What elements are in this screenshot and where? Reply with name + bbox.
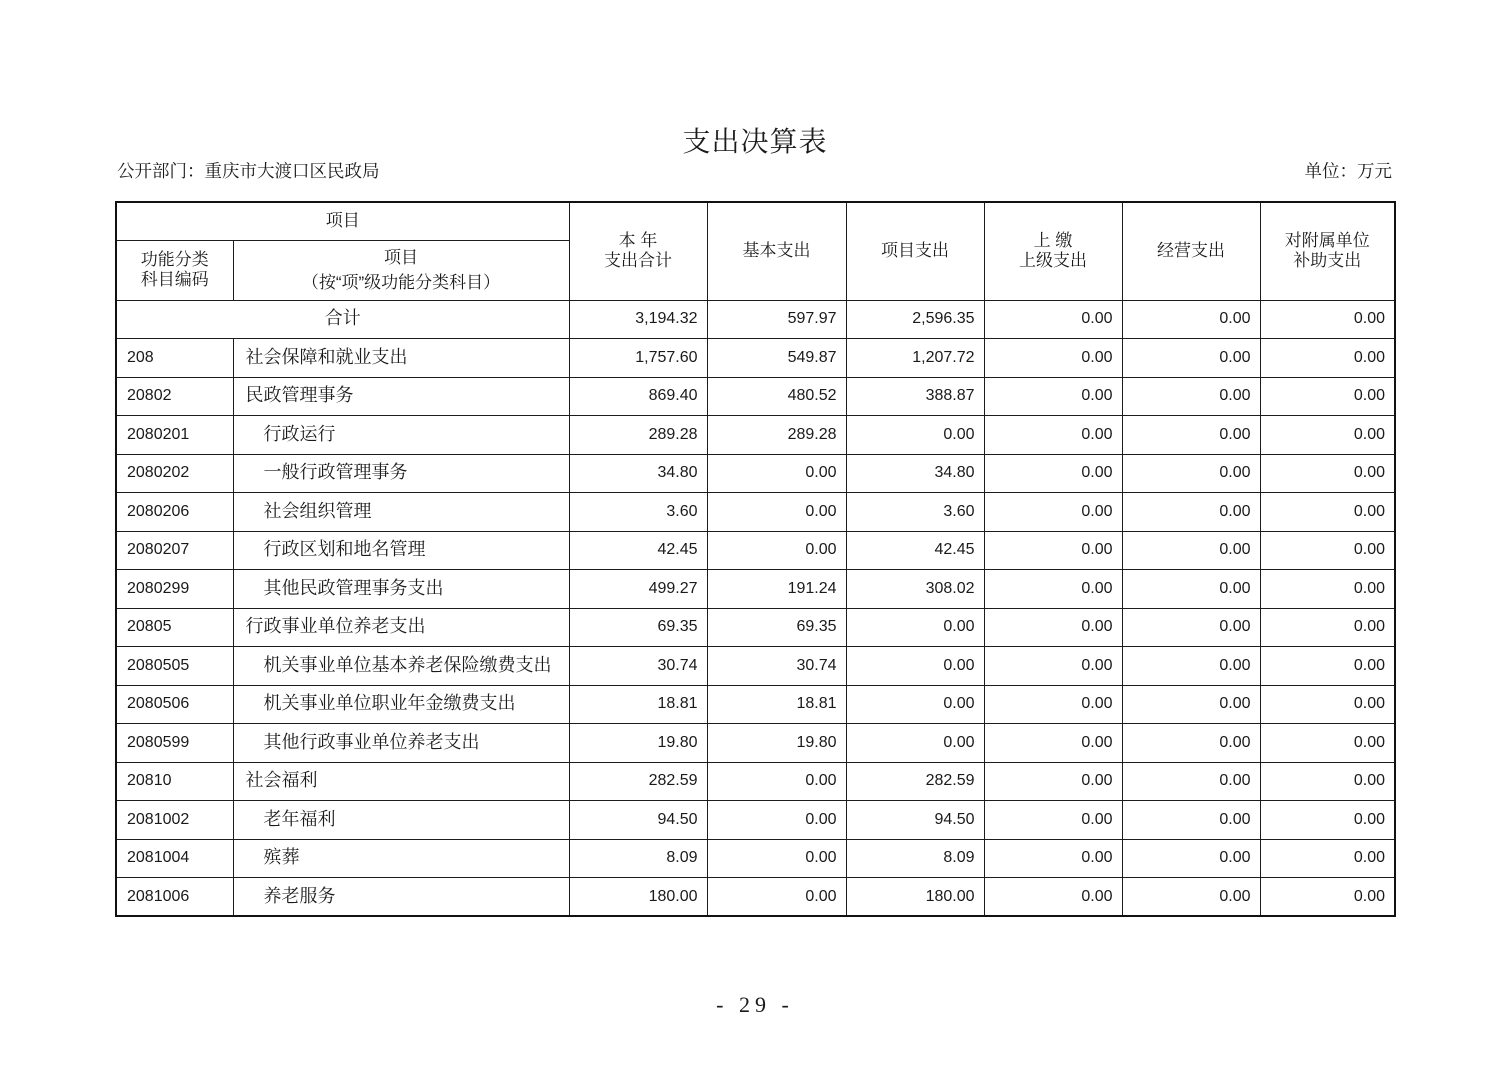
project-expenditure-cell: 0.00 (846, 608, 984, 647)
header-line: 对附属单位 (1284, 231, 1370, 251)
unit-label: 单位：万元 (1304, 162, 1392, 182)
subject-name-cell: 机关事业单位职业年金缴费支出 (233, 685, 569, 724)
total-expenditure-cell: 30.74 (569, 647, 707, 686)
subject-name-cell: 行政区划和地名管理 (233, 531, 569, 570)
header-subject-code (116, 240, 233, 300)
header-affiliated-subsidy (1260, 202, 1395, 300)
remit-upper-cell: 0.00 (984, 762, 1122, 801)
project-expenditure-cell: 94.50 (846, 801, 984, 840)
subject-code-cell: 2080206 (116, 493, 233, 532)
project-expenditure-cell: 3.60 (846, 493, 984, 532)
header-total-expenditure (569, 202, 707, 300)
project-expenditure-cell: 8.09 (846, 839, 984, 878)
project-expenditure-cell: 1,207.72 (846, 339, 984, 378)
basic-expenditure-cell: 0.00 (707, 762, 846, 801)
basic-expenditure-cell: 69.35 (707, 608, 846, 647)
affiliated-subsidy-cell: 0.00 (1260, 454, 1395, 493)
affiliated-subsidy-cell: 0.00 (1260, 570, 1395, 609)
basic-expenditure-cell: 0.00 (707, 878, 846, 917)
subject-code-cell: 2080207 (116, 531, 233, 570)
expenditure-table (115, 201, 1396, 917)
project-expenditure-cell: 388.87 (846, 377, 984, 416)
subject-code-cell: 2081004 (116, 839, 233, 878)
remit-upper-cell: 0.00 (984, 839, 1122, 878)
total-expenditure-cell: 1,757.60 (569, 339, 707, 378)
header-line: 项目 (384, 248, 418, 267)
subject-name-cell: 老年福利 (233, 801, 569, 840)
project-expenditure-cell: 34.80 (846, 454, 984, 493)
header-line: 功能分类 (140, 250, 209, 269)
basic-expenditure-cell: 191.24 (707, 570, 846, 609)
table-row (116, 647, 1395, 686)
operating-expenditure-cell: 0.00 (1122, 647, 1260, 686)
subject-code-cell: 20802 (116, 377, 233, 416)
subject-name-cell: 殡葬 (233, 839, 569, 878)
affiliated-subsidy-cell: 0.00 (1260, 493, 1395, 532)
table-row (116, 685, 1395, 724)
total-expenditure-cell: 19.80 (569, 724, 707, 763)
header-line: 基本支出 (742, 241, 811, 261)
subject-name-cell: 行政运行 (233, 416, 569, 455)
basic-expenditure-cell: 480.52 (707, 377, 846, 416)
basic-expenditure-cell: 30.74 (707, 647, 846, 686)
remit-upper-cell: 0.00 (984, 377, 1122, 416)
operating-expenditure-cell: 0.00 (1122, 878, 1260, 917)
remit-upper-cell: 0.00 (984, 685, 1122, 724)
remit-upper-cell: 0.00 (984, 801, 1122, 840)
header-project-group: 项目 (116, 202, 569, 240)
header-project-expenditure (846, 202, 984, 300)
remit-upper-cell: 0.00 (984, 416, 1122, 455)
subject-name-cell: 机关事业单位基本养老保险缴费支出 (233, 647, 569, 686)
project-expenditure-cell: 42.45 (846, 531, 984, 570)
subject-name-cell: 其他民政管理事务支出 (233, 570, 569, 609)
basic-expenditure-cell: 0.00 (707, 531, 846, 570)
total-label: 合计 (116, 300, 569, 339)
total-expenditure-cell: 869.40 (569, 377, 707, 416)
subject-code-cell: 2080599 (116, 724, 233, 763)
table-row (116, 801, 1395, 840)
basic-expenditure-cell: 289.28 (707, 416, 846, 455)
header-basic-expenditure (707, 202, 846, 300)
header-operating-expenditure (1122, 202, 1260, 300)
remit-upper-cell: 0.00 (984, 454, 1122, 493)
subject-name-cell: 行政事业单位养老支出 (233, 608, 569, 647)
operating-expenditure-cell: 0.00 (1122, 493, 1260, 532)
operating-expenditure-cell: 0.00 (1122, 339, 1260, 378)
affiliated-subsidy-cell: 0.00 (1260, 647, 1395, 686)
table-row (116, 608, 1395, 647)
subject-name-cell: 其他行政事业单位养老支出 (233, 724, 569, 763)
total-expenditure-cell: 94.50 (569, 801, 707, 840)
project-expenditure-cell: 0.00 (846, 416, 984, 455)
header-line: 上级支出 (1019, 251, 1087, 271)
header-row (116, 202, 1395, 240)
basic-expenditure-cell: 597.97 (707, 300, 846, 339)
header-line: 本 年 (618, 231, 658, 251)
header-line: （按“项”级功能分类科目） (301, 273, 501, 292)
basic-expenditure-cell: 0.00 (707, 839, 846, 878)
basic-expenditure-cell: 19.80 (707, 724, 846, 763)
total-expenditure-cell: 34.80 (569, 454, 707, 493)
basic-expenditure-cell: 0.00 (707, 801, 846, 840)
subject-code-cell: 2081002 (116, 801, 233, 840)
header-remit-upper-expenditure (984, 202, 1122, 300)
subject-name-cell: 民政管理事务 (233, 377, 569, 416)
total-expenditure-cell: 180.00 (569, 878, 707, 917)
operating-expenditure-cell: 0.00 (1122, 377, 1260, 416)
operating-expenditure-cell: 0.00 (1122, 454, 1260, 493)
operating-expenditure-cell: 0.00 (1122, 416, 1260, 455)
subject-name-cell: 一般行政管理事务 (233, 454, 569, 493)
project-expenditure-cell: 0.00 (846, 724, 984, 763)
header-line: 补助支出 (1293, 251, 1362, 271)
total-expenditure-cell: 18.81 (569, 685, 707, 724)
total-expenditure-cell: 289.28 (569, 416, 707, 455)
table-row (116, 493, 1395, 532)
total-row (116, 300, 1395, 339)
table-row (116, 416, 1395, 455)
header-line: 经营支出 (1157, 241, 1225, 261)
remit-upper-cell: 0.00 (984, 300, 1122, 339)
remit-upper-cell: 0.00 (984, 724, 1122, 763)
subject-code-cell: 20805 (116, 608, 233, 647)
total-expenditure-cell: 69.35 (569, 608, 707, 647)
operating-expenditure-cell: 0.00 (1122, 300, 1260, 339)
document-title: 支出决算表 (682, 125, 828, 158)
basic-expenditure-cell: 549.87 (707, 339, 846, 378)
basic-expenditure-cell: 0.00 (707, 493, 846, 532)
page-number: - 29 - (716, 992, 794, 1017)
operating-expenditure-cell: 0.00 (1122, 570, 1260, 609)
affiliated-subsidy-cell: 0.00 (1260, 300, 1395, 339)
remit-upper-cell: 0.00 (984, 493, 1122, 532)
affiliated-subsidy-cell: 0.00 (1260, 801, 1395, 840)
affiliated-subsidy-cell: 0.00 (1260, 839, 1395, 878)
remit-upper-cell: 0.00 (984, 878, 1122, 917)
subject-name-cell: 社会组织管理 (233, 493, 569, 532)
operating-expenditure-cell: 0.00 (1122, 531, 1260, 570)
project-expenditure-cell: 2,596.35 (846, 300, 984, 339)
affiliated-subsidy-cell: 0.00 (1260, 608, 1395, 647)
header-line: 科目编码 (140, 270, 209, 289)
affiliated-subsidy-cell: 0.00 (1260, 762, 1395, 801)
project-expenditure-cell: 0.00 (846, 647, 984, 686)
total-expenditure-cell: 8.09 (569, 839, 707, 878)
subject-name-cell: 养老服务 (233, 878, 569, 917)
operating-expenditure-cell: 0.00 (1122, 608, 1260, 647)
total-expenditure-cell: 499.27 (569, 570, 707, 609)
project-expenditure-cell: 180.00 (846, 878, 984, 917)
subject-code-cell: 20810 (116, 762, 233, 801)
operating-expenditure-cell: 0.00 (1122, 685, 1260, 724)
remit-upper-cell: 0.00 (984, 531, 1122, 570)
affiliated-subsidy-cell: 0.00 (1260, 531, 1395, 570)
table-row (116, 339, 1395, 378)
operating-expenditure-cell: 0.00 (1122, 762, 1260, 801)
table-row (116, 531, 1395, 570)
operating-expenditure-cell: 0.00 (1122, 801, 1260, 840)
table-row (116, 762, 1395, 801)
affiliated-subsidy-cell: 0.00 (1260, 416, 1395, 455)
table-row (116, 878, 1395, 917)
table-row (116, 839, 1395, 878)
subject-code-cell: 2081006 (116, 878, 233, 917)
project-expenditure-cell: 282.59 (846, 762, 984, 801)
total-expenditure-cell: 3,194.32 (569, 300, 707, 339)
subject-code-cell: 208 (116, 339, 233, 378)
table-row (116, 724, 1395, 763)
remit-upper-cell: 0.00 (984, 570, 1122, 609)
basic-expenditure-cell: 18.81 (707, 685, 846, 724)
subject-code-cell: 2080201 (116, 416, 233, 455)
subject-code-cell: 2080202 (116, 454, 233, 493)
table-body (116, 300, 1395, 916)
header-line: 上 缴 (1033, 231, 1073, 251)
basic-expenditure-cell: 0.00 (707, 454, 846, 493)
subject-code-cell: 2080505 (116, 647, 233, 686)
affiliated-subsidy-cell: 0.00 (1260, 339, 1395, 378)
total-expenditure-cell: 42.45 (569, 531, 707, 570)
header-subject-name (233, 240, 569, 300)
subject-code-cell: 2080299 (116, 570, 233, 609)
table-row (116, 377, 1395, 416)
project-expenditure-cell: 308.02 (846, 570, 984, 609)
table-row (116, 570, 1395, 609)
affiliated-subsidy-cell: 0.00 (1260, 685, 1395, 724)
subject-name-cell: 社会福利 (233, 762, 569, 801)
subject-code-cell: 2080506 (116, 685, 233, 724)
table-row (116, 454, 1395, 493)
header-line: 支出合计 (604, 251, 672, 271)
remit-upper-cell: 0.00 (984, 339, 1122, 378)
subject-name-cell: 社会保障和就业支出 (233, 339, 569, 378)
total-expenditure-cell: 282.59 (569, 762, 707, 801)
remit-upper-cell: 0.00 (984, 647, 1122, 686)
operating-expenditure-cell: 0.00 (1122, 724, 1260, 763)
operating-expenditure-cell: 0.00 (1122, 839, 1260, 878)
affiliated-subsidy-cell: 0.00 (1260, 878, 1395, 917)
affiliated-subsidy-cell: 0.00 (1260, 377, 1395, 416)
project-expenditure-cell: 0.00 (846, 685, 984, 724)
affiliated-subsidy-cell: 0.00 (1260, 724, 1395, 763)
department-label: 公开部门：重庆市大渡口区民政局 (117, 162, 380, 182)
total-expenditure-cell: 3.60 (569, 493, 707, 532)
remit-upper-cell: 0.00 (984, 608, 1122, 647)
header-line: 项目支出 (881, 241, 949, 261)
